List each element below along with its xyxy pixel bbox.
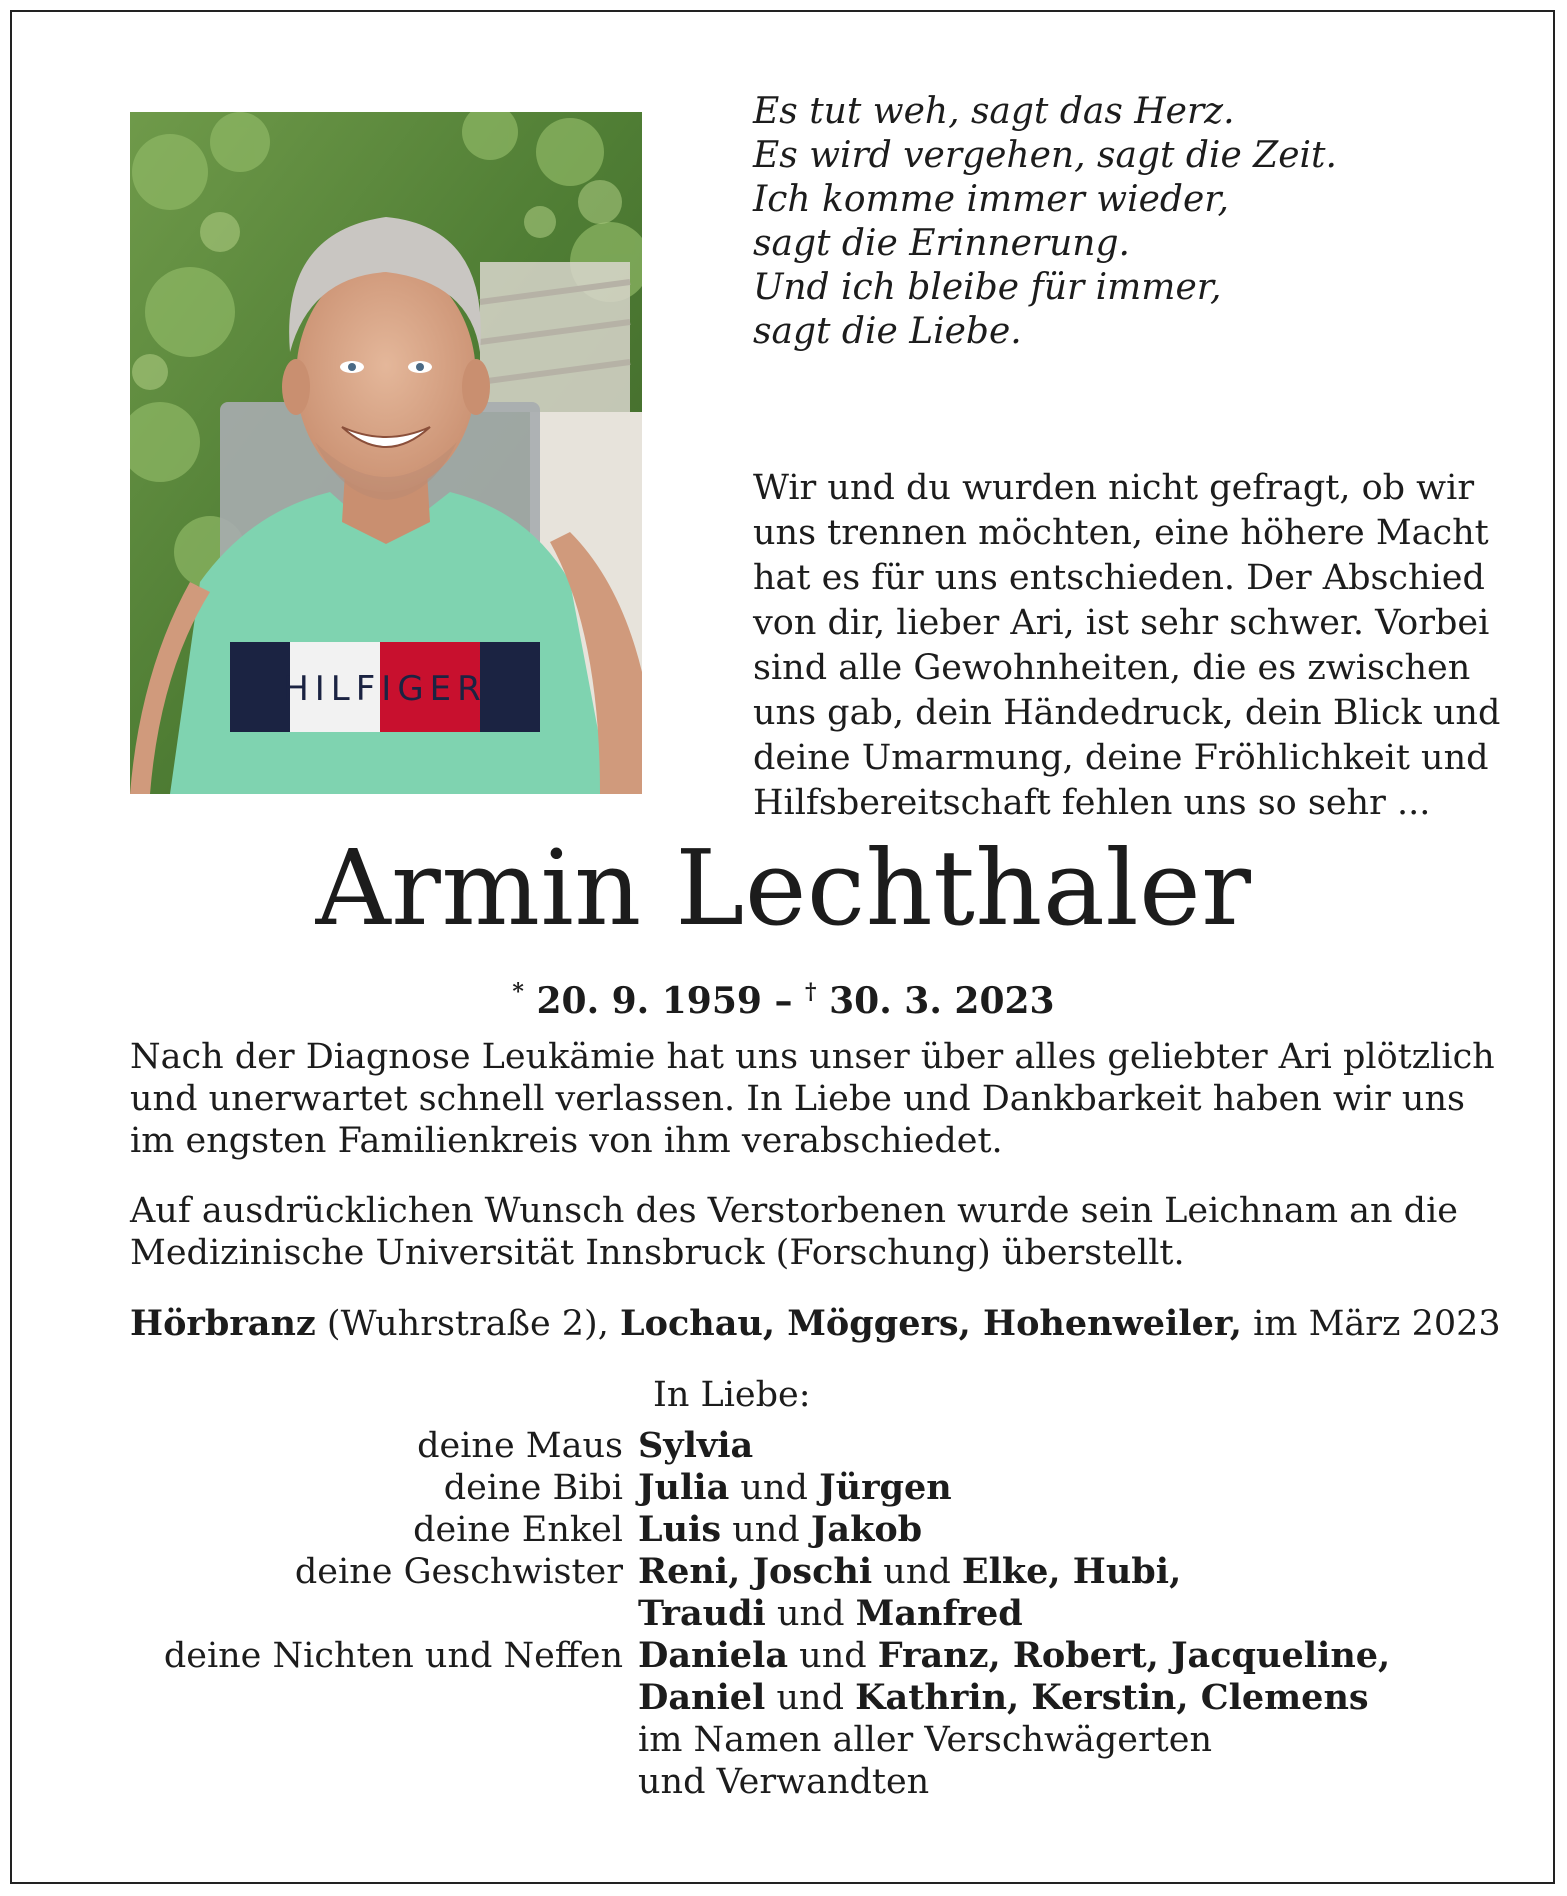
family-row xyxy=(0,1635,1567,1677)
family-row xyxy=(0,1719,1567,1761)
family-name: Traudi xyxy=(638,1593,766,1634)
closing-line: und Verwandten xyxy=(638,1762,930,1802)
place-address: (Wuhrstraße 2), xyxy=(326,1304,609,1344)
shirt-logo-text: HILFIGER xyxy=(283,669,487,709)
closing-line: im Namen aller Verschwägerten xyxy=(638,1720,1212,1760)
paragraph-line: Medizinische Universität Innsbruck (Forschung) überstellt. xyxy=(130,1233,1185,1273)
paragraph-line: Nach der Diagnose Leukämie hat uns unser über alles geliebter Ari plötzlich xyxy=(130,1037,1495,1077)
death-date: 30. 3. 2023 xyxy=(829,980,1055,1022)
date-separator: – xyxy=(774,980,793,1022)
poem-line: Und ich bleibe für immer, xyxy=(753,267,1222,308)
conjunction: und xyxy=(799,1636,867,1676)
conjunction: und xyxy=(883,1552,951,1592)
intro-line: hat es für uns entschieden. Der Abschied xyxy=(753,558,1485,598)
intro-line: von dir, lieber Ari, ist sehr schwer. Vorbei xyxy=(753,603,1490,643)
family-row xyxy=(0,1509,1567,1551)
place-others: Lochau, Möggers, Hohenweiler, xyxy=(619,1303,1242,1344)
donation-paragraph xyxy=(130,1190,1458,1274)
family-row xyxy=(0,1593,1567,1635)
family-name: Luis xyxy=(638,1509,722,1550)
portrait-photo xyxy=(130,112,642,794)
paragraph-line: Auf ausdrücklichen Wunsch des Verstorbenen wurde sein Leichnam an die xyxy=(130,1191,1458,1231)
in-love-label: In Liebe: xyxy=(653,1375,811,1415)
place-and-date xyxy=(130,1303,1501,1345)
family-name: Manfred xyxy=(855,1593,1023,1634)
relation-label: deine Bibi xyxy=(443,1468,623,1508)
conjunction: und xyxy=(740,1468,808,1508)
poem xyxy=(753,90,1473,354)
intro-text xyxy=(753,466,1501,826)
intro-line: deine Umarmung, deine Fröhlichkeit und xyxy=(753,738,1489,778)
relation-label: deine Maus xyxy=(417,1426,623,1466)
family-name: Jürgen xyxy=(819,1467,952,1508)
death-symbol: † xyxy=(805,979,817,1005)
deceased-name: Armin Lechthaler xyxy=(315,827,1252,949)
birth-symbol: * xyxy=(512,979,524,1005)
poem-line: sagt die Liebe. xyxy=(753,311,1022,352)
paragraph-line: und unerwartet schnell verlassen. In Liebe und Dankbarkeit haben wir uns xyxy=(130,1079,1465,1119)
conjunction: und xyxy=(776,1678,844,1718)
intro-line: Hilfsbereitschaft fehlen uns so sehr ... xyxy=(753,783,1431,823)
family-name: Daniela xyxy=(638,1635,789,1676)
family-name: Elke, Hubi, xyxy=(961,1551,1182,1592)
family-row xyxy=(0,1467,1567,1509)
family-row xyxy=(0,1551,1567,1593)
conjunction: und xyxy=(732,1510,800,1550)
family-name: Sylvia xyxy=(638,1425,754,1466)
family-row xyxy=(0,1425,1567,1467)
family-list xyxy=(0,1425,1567,1803)
poem-line: sagt die Erinnerung. xyxy=(753,223,1130,264)
poem-line: Es wird vergehen, sagt die Zeit. xyxy=(753,135,1337,176)
poem-line: Ich komme immer wieder, xyxy=(753,179,1229,220)
poem-line: Es tut weh, sagt das Herz. xyxy=(753,91,1235,132)
family-name: Reni, Joschi xyxy=(638,1551,873,1592)
relation-label: deine Enkel xyxy=(413,1510,623,1550)
intro-line: Wir und du wurden nicht gefragt, ob wir xyxy=(753,468,1475,508)
family-name: Julia xyxy=(638,1467,730,1508)
family-name: Jakob xyxy=(810,1509,923,1550)
family-row xyxy=(0,1677,1567,1719)
place-date: im März 2023 xyxy=(1253,1304,1501,1344)
intro-line: uns gab, dein Händedruck, dein Blick und xyxy=(753,693,1501,733)
paragraph-line: im engsten Familienkreis von ihm verabschiedet. xyxy=(130,1121,1003,1161)
intro-line: uns trennen möchten, eine höhere Macht xyxy=(753,513,1489,553)
family-name: Kathrin, Kerstin, Clemens xyxy=(855,1677,1369,1718)
intro-line: sind alle Gewohnheiten, die es zwischen xyxy=(753,648,1471,688)
announcement-paragraph xyxy=(130,1036,1495,1162)
family-name: Daniel xyxy=(638,1677,766,1718)
birth-date: 20. 9. 1959 xyxy=(536,980,762,1022)
life-dates xyxy=(0,970,1567,1023)
conjunction: und xyxy=(776,1594,845,1634)
relation-label: deine Nichten und Neffen xyxy=(163,1636,623,1676)
relation-label: deine Geschwister xyxy=(294,1552,623,1592)
place-town: Hörbranz xyxy=(130,1303,316,1344)
family-row xyxy=(0,1761,1567,1803)
portrait-image xyxy=(130,112,642,794)
family-name: Franz, Robert, Jacqueline, xyxy=(877,1635,1391,1676)
